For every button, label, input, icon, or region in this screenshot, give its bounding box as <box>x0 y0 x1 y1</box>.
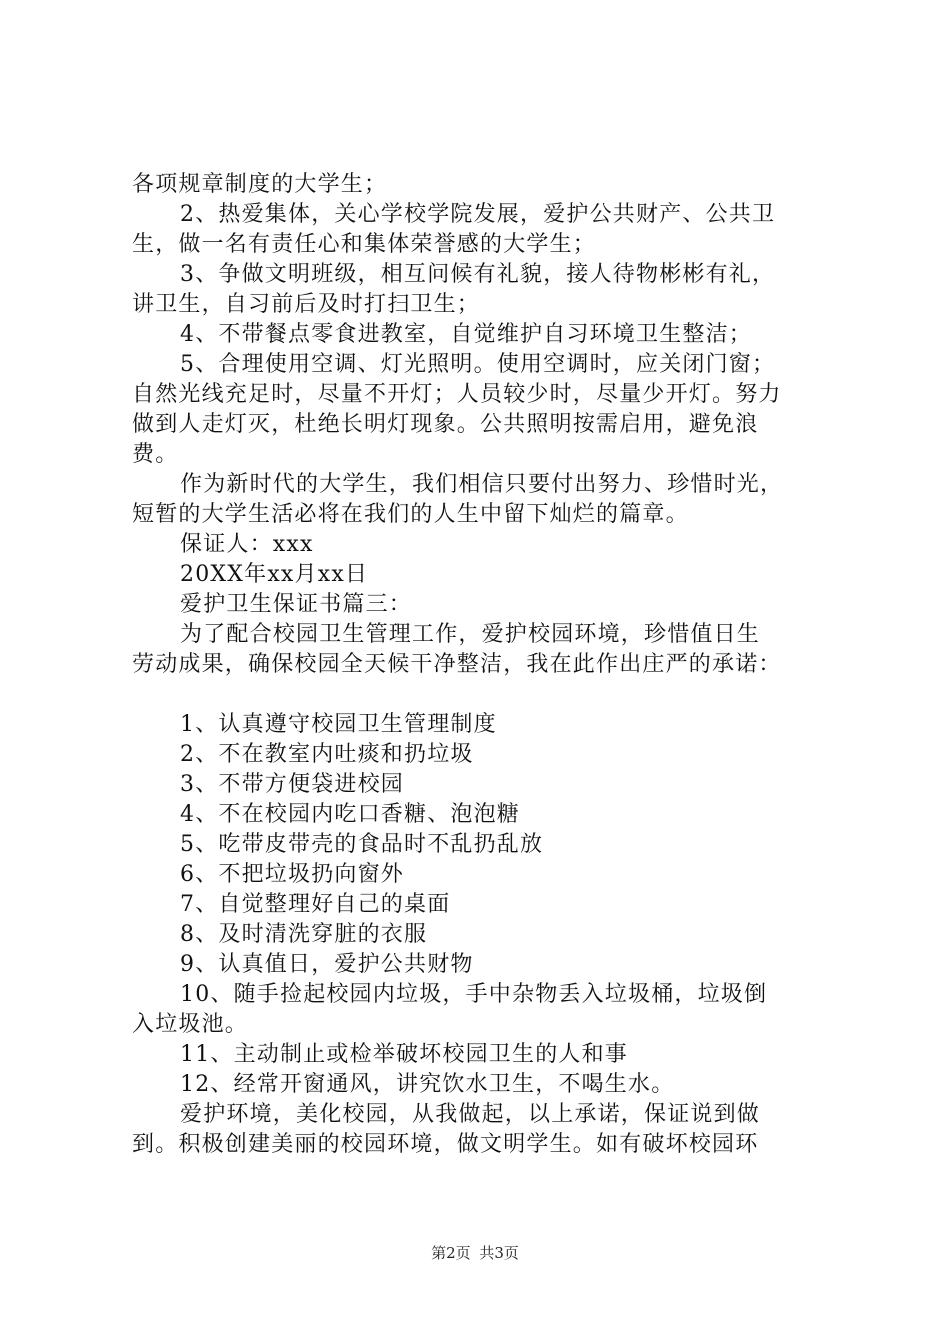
text-line: 4、不在校园内吃口香糖、泡泡糖 <box>180 802 520 827</box>
text-line: 费。 <box>132 442 179 467</box>
text-line: 11、主动制止或检举破坏校园卫生的人和事 <box>180 1042 628 1067</box>
text-line: 保证人：xxx <box>180 532 314 557</box>
text-line: 1、认真遵守校园卫生管理制度 <box>180 712 497 737</box>
text-line: 7、自觉整理好自己的桌面 <box>180 892 451 917</box>
text-line: 短暂的大学生活必将在我们的人生中留下灿烂的篇章。 <box>132 502 689 527</box>
text-line: 做到人走灯灭，杜绝长明灯现象。公共照明按需启用，避免浪 <box>132 412 759 437</box>
text-line: 6、不把垃圾扔向窗外 <box>180 862 404 887</box>
text-line: 5、合理使用空调、灯光照明。使用空调时，应关闭门窗； <box>180 352 776 377</box>
page-footer <box>0 1243 950 1263</box>
text-line: 5、吃带皮带壳的食品时不乱扔乱放 <box>180 832 544 857</box>
text-line: 10、随手捡起校园内垃圾，手中杂物丢入垃圾桶，垃圾倒 <box>180 982 768 1007</box>
text-line: 为了配合校园卫生管理工作，爱护校园环境，珍惜值日生 <box>180 622 761 647</box>
text-line: 各项规章制度的大学生； <box>132 172 388 197</box>
text-line: 3、争做文明班级，相互问候有礼貌，接人待物彬彬有礼， <box>180 262 776 287</box>
text-line: 爱护卫生保证书篇三： <box>180 592 413 617</box>
text-line: 讲卫生，自习前后及时打扫卫生； <box>132 292 481 317</box>
text-line: 劳动成果，确保校园全天候干净整洁，我在此作出庄严的承诺： <box>132 652 782 677</box>
text-line: 9、认真值日，爱护公共财物 <box>180 952 474 977</box>
text-line: 8、及时清洗穿脏的衣服 <box>180 922 428 947</box>
text-line: 作为新时代的大学生，我们相信只要付出努力、珍惜时光， <box>180 472 784 497</box>
text-line: 12、经常开窗通风，讲究饮水卫生，不喝生水。 <box>180 1072 675 1097</box>
document-body <box>132 170 832 1160</box>
page-number: 第2页 <box>431 1244 471 1262</box>
text-line: 自然光线充足时，尽量不开灯；人员较少时，尽量少开灯。努力 <box>132 382 782 407</box>
text-line: 3、不带方便袋进校园 <box>180 772 404 797</box>
page-total: 共3页 <box>479 1244 519 1262</box>
text-line: 20XX年xx月xx日 <box>180 562 369 587</box>
text-line: 2、不在教室内吐痰和扔垃圾 <box>180 742 474 767</box>
text-line <box>132 680 832 710</box>
text-line: 爱护环境，美化校园，从我做起，以上承诺，保证说到做 <box>180 1102 761 1127</box>
text-line: 2、热爱集体，关心学校学院发展，爱护公共财产、公共卫 <box>180 202 776 227</box>
text-line: 入垃圾池。 <box>132 1012 249 1037</box>
text-line: 4、不带餐点零食进教室，自觉维护自习环境卫生整洁； <box>180 322 752 347</box>
text-line: 到。积极创建美丽的校园环境，做文明学生。如有破坏校园环 <box>132 1132 759 1157</box>
text-line: 生，做一名有责任心和集体荣誉感的大学生； <box>132 232 597 257</box>
